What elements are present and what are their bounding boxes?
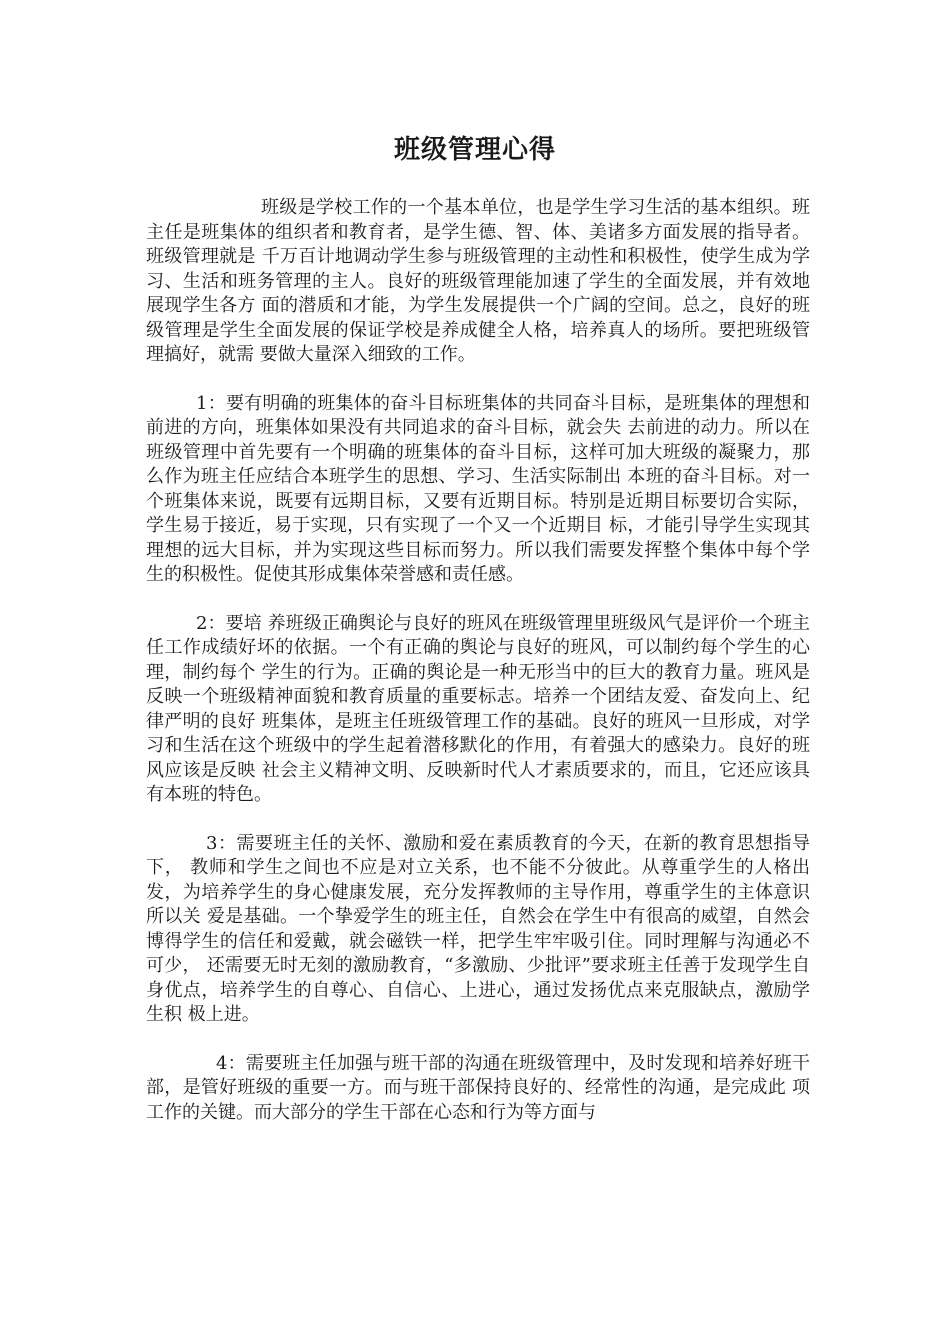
paragraph-3: 3：需要班主任的关怀、激励和爱在素质教育的今天，在新的教育思想指导下， 教师和学生之间也不应是对立关系，也不能不分彼此。从尊重学生的人格出发，为培养学生的身心健康发展，充分发挥教师的主导作用，尊重学生的主体意识所以关 爱是基础。一个挚爱学生的班主任，自然会在学生中有很高的威望，自然会博得学生的信任和爱戴，就会磁铁一样，把学生牢牢吸引住。同时理解与沟通必不可少， 还需要无时无刻的激励教育，“多激励、少批评”要求班主任善于发现学生自身优点，培养学生的自尊心、自信心、上进心，通过发扬优点来克服缺点，激励学生积 极上进。 [146,832,810,1025]
document-title: 班级管理心得 [393,135,556,165]
document-body [146,196,810,1149]
paragraph-2: 2：要培 养班级正确舆论与良好的班风在班级管理里班级风气是评价一个班主任工作成绩好坏的依据。一个有正确的舆论与良好的班风，可以制约每个学生的心理，制约每个 学生的行为。正确的舆论是一种无形当中的巨大的教育力量。班风是反映一个班级精神面貌和教育质量的重要标志。培养一个团结友爱、奋发向上、纪律严明的良好 班集体，是班主任班级管理工作的基础。良好的班风一旦形成，对学习和生活在这个班级中的学生起着潜移默化的作用，有着强大的感染力。良好的班风应该是反映 社会主义精神文明、反映新时代人才素质要求的，而且，它还应该具有本班的特色。 [146,612,810,805]
paragraph-intro: 班级是学校工作的一个基本单位，也是学生学习生活的基本组织。班主任是班集体的组织者和教育者，是学生德、智、体、美诸多方面发展的指导者。班级管理就是 千万百计地调动学生参与班级管理的主动性和积极性，使学生成为学习、生活和班务管理的主人。良好的班级管理能加速了学生的全面发展，并有效地展现学生各方 面的潜质和才能，为学生发展提供一个广阔的空间。总之，良好的班级管理是学生全面发展的保证学校是养成健全人格，培养真人的场所。要把班级管理搞好，就需 要做大量深入细致的工作。 [146,197,810,365]
paragraph-4: 4：需要班主任加强与班干部的沟通在班级管理中，及时发现和培养好班干部，是管好班级的重要一方。而与班干部保持良好的、经常性的沟通，是完成此 项工作的关键。而大部分的学生干部在心态和行为等方面与 [146,1052,810,1123]
paragraph-1: 1：要有明确的班集体的奋斗目标班集体的共同奋斗目标，是班集体的理想和前进的方向，班集体如果没有共同追求的奋斗目标，就会失 去前进的动力。所以在班级管理中首先要有一个明确的班集体的奋斗目标，这样可加大班级的凝聚力，那么作为班主任应结合本班学生的思想、学习、生活实际制出 本班的奋斗目标。对一个班集体来说，既要有远期目标，又要有近期目标。特别是近期目标要切合实际，学生易于接近，易于实现，只有实现了一个又一个近期目 标，才能引导学生实现其理想的远大目标，并为实现这些目标而努力。所以我们需要发挥整个集体中每个学生的积极性。促使其形成集体荣誉感和责任感。 [146,392,810,585]
